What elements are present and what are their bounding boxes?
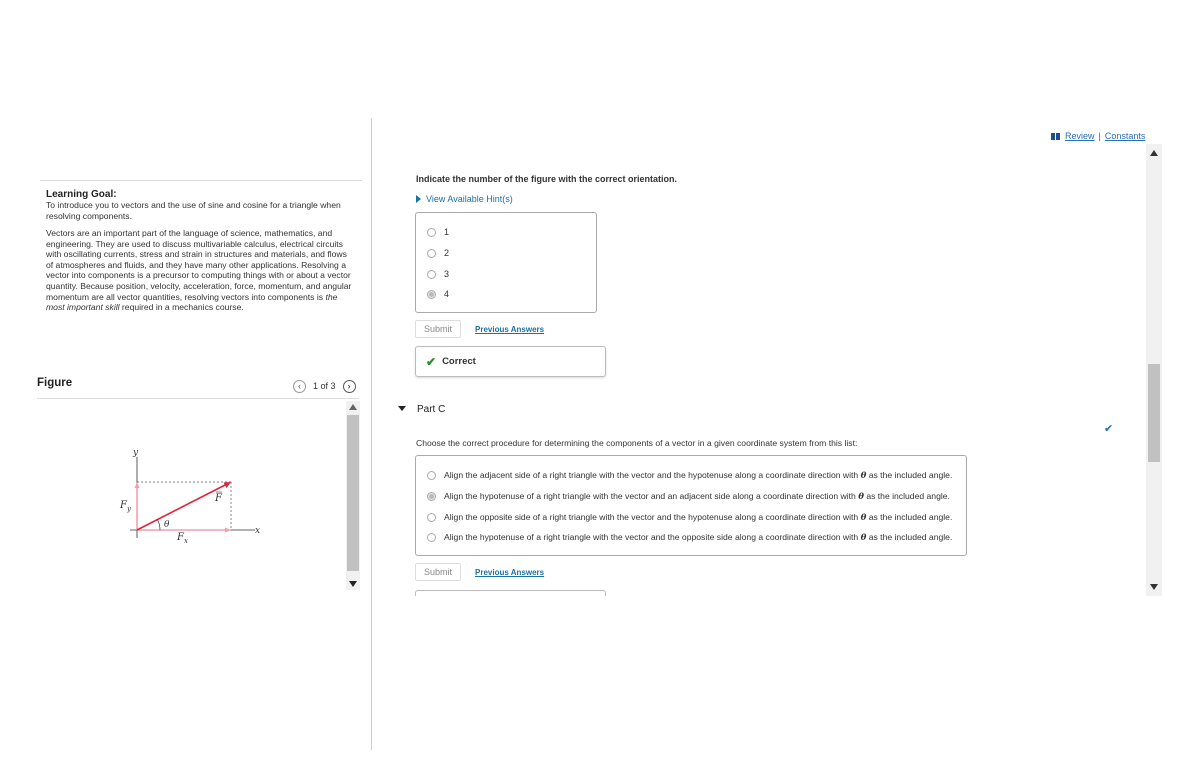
- option-label: [444, 532, 952, 543]
- option-row[interactable]: [427, 227, 449, 237]
- view-hints-toggle[interactable]: [416, 194, 513, 204]
- part-b-options: [415, 212, 597, 313]
- collapse-caret-icon[interactable]: [398, 406, 406, 411]
- y-axis-label: y: [133, 448, 139, 458]
- panel-divider: [371, 118, 372, 750]
- learning-goal-text: To introduce you to vectors and the use of sine and cosine for a triangle when resolving components.: [46, 200, 341, 221]
- radio-button[interactable]: [427, 533, 436, 542]
- fx-label-subscript: x: [183, 537, 188, 545]
- option-text: Align the hypotenuse of a right triangle with the vector and the opposite side along a coordinate direction with: [444, 532, 861, 542]
- part-c-actions: [415, 563, 544, 581]
- scroll-down-arrow-icon[interactable]: [349, 581, 357, 587]
- part-c-complete-check-icon: ✔: [1104, 423, 1114, 435]
- part-b-actions: [415, 320, 544, 338]
- f-vector-label: F: [215, 493, 222, 504]
- radio-button[interactable]: [427, 228, 436, 237]
- radio-button[interactable]: [427, 249, 436, 258]
- theta-arc: [158, 520, 161, 531]
- radio-button[interactable]: [427, 471, 436, 480]
- figure-scrollbar[interactable]: [346, 401, 360, 590]
- figure-divider: [37, 398, 359, 399]
- scroll-up-arrow-icon[interactable]: [349, 404, 357, 410]
- fx-label-main: F: [177, 532, 184, 543]
- option-label: 1: [444, 227, 450, 237]
- option-text-end: as the included angle.: [866, 470, 953, 480]
- f-vector: [137, 484, 227, 530]
- option-label: 3: [444, 269, 450, 279]
- option-text-end: as the included angle.: [866, 532, 953, 542]
- radio-button-selected[interactable]: [427, 290, 436, 299]
- figure-prev-button[interactable]: [293, 380, 306, 393]
- theta-symbol: θ: [860, 471, 867, 481]
- scroll-down-arrow-icon[interactable]: [1150, 584, 1158, 590]
- option-label: [444, 470, 952, 481]
- feedback-box: [415, 346, 606, 377]
- figure-page-indicator: 1 of 3: [313, 381, 336, 391]
- option-row[interactable]: [427, 491, 950, 502]
- option-text: Align the hypotenuse of a right triangle with the vector and an adjacent side along a coordinate direction with: [444, 491, 859, 501]
- fy-label-main: F: [120, 500, 127, 511]
- radio-button[interactable]: [427, 513, 436, 522]
- x-axis-label: x: [255, 526, 261, 536]
- feedback-box-partial: [415, 590, 606, 596]
- figure-title: Figure: [37, 377, 73, 389]
- part-c-prompt: Choose the correct procedure for determining the components of a vector in a given coordinate system from this list:: [416, 438, 858, 448]
- chevron-left-icon: ‹: [298, 381, 301, 391]
- option-text: Align the adjacent side of a right triangle with the vector and the hypotenuse along a coordinate direction with: [444, 470, 861, 480]
- option-label: 2: [444, 248, 450, 258]
- option-row[interactable]: [427, 512, 952, 523]
- option-label: [444, 512, 952, 523]
- intro-top-divider: [40, 180, 362, 181]
- option-text-end: as the included angle.: [863, 491, 950, 501]
- review-icon: [1051, 133, 1061, 140]
- part-c-title[interactable]: Part C: [417, 404, 446, 415]
- option-text: Align the opposite side of a right triangle with the vector and the hypotenuse along a coordinate direction with: [444, 512, 861, 522]
- submit-button[interactable]: Submit: [415, 320, 461, 338]
- theta-label: θ: [164, 520, 170, 530]
- main-scrollbar[interactable]: [1146, 144, 1162, 596]
- fx-label: [176, 532, 188, 545]
- theta-symbol: θ: [858, 492, 864, 502]
- previous-answers-link[interactable]: Previous Answers: [475, 567, 545, 577]
- fy-label: [119, 500, 132, 513]
- previous-answers-link[interactable]: Previous Answers: [475, 324, 545, 334]
- submit-button[interactable]: Submit: [415, 563, 461, 581]
- constants-link[interactable]: Constants: [1104, 131, 1146, 141]
- top-links: [1051, 131, 1145, 141]
- intro-paragraph-start: Vectors are an important part of the language of science, mathematics, and engineering. They are used to discuss multivariable calculus, electrical circuits with oscillating currents, stress and strain in structures and materials, and flows of atmospheres and fluids, and they have many other applications. Resolving a vector into components is a precursor to computing things with or about a vector quantity. Because position, velocity, acceleration, force, momentum, and angular momentum are all vector quantities, resolving vectors into components is: [46, 228, 352, 302]
- figure-scroll-thumb[interactable]: [347, 415, 359, 571]
- figure-next-button[interactable]: [343, 380, 356, 393]
- option-row[interactable]: [427, 532, 952, 543]
- checkmark-icon: ✔: [426, 354, 437, 369]
- option-row[interactable]: [427, 289, 449, 299]
- theta-symbol: θ: [860, 533, 867, 543]
- figure-pager: [293, 378, 356, 394]
- view-hints-label: View Available Hint(s): [426, 194, 513, 204]
- learning-goal-title: Learning Goal:: [46, 189, 117, 200]
- intro-paragraph-end: required in a mechanics course.: [119, 302, 244, 313]
- intro-paragraph-emphasis: the most important skill: [46, 291, 338, 313]
- option-row[interactable]: [427, 470, 952, 481]
- fy-label-subscript: y: [126, 505, 131, 513]
- option-text-end: as the included angle.: [866, 512, 953, 522]
- part-b-instruction: Indicate the number of the figure with the correct orientation.: [416, 174, 678, 184]
- feedback-text: Correct: [442, 356, 476, 367]
- radio-button-selected[interactable]: [427, 492, 436, 501]
- caret-right-icon: [416, 195, 421, 203]
- intro-paragraph: [46, 228, 356, 313]
- fx-arrowhead: [225, 528, 231, 533]
- chevron-right-icon: ›: [347, 381, 351, 391]
- vector-figure: [100, 440, 280, 550]
- option-label: 4: [444, 289, 450, 299]
- option-label: [444, 491, 950, 502]
- option-row[interactable]: [427, 269, 449, 279]
- theta-symbol: θ: [860, 513, 867, 523]
- main-scroll-thumb[interactable]: [1148, 364, 1160, 462]
- part-c-options: [415, 455, 967, 556]
- radio-button[interactable]: [427, 270, 436, 279]
- scroll-up-arrow-icon[interactable]: [1150, 150, 1158, 156]
- fy-arrowhead: [135, 482, 140, 488]
- review-link[interactable]: Review: [1065, 131, 1095, 141]
- links-separator: |: [1098, 131, 1101, 141]
- option-row[interactable]: [427, 248, 449, 258]
